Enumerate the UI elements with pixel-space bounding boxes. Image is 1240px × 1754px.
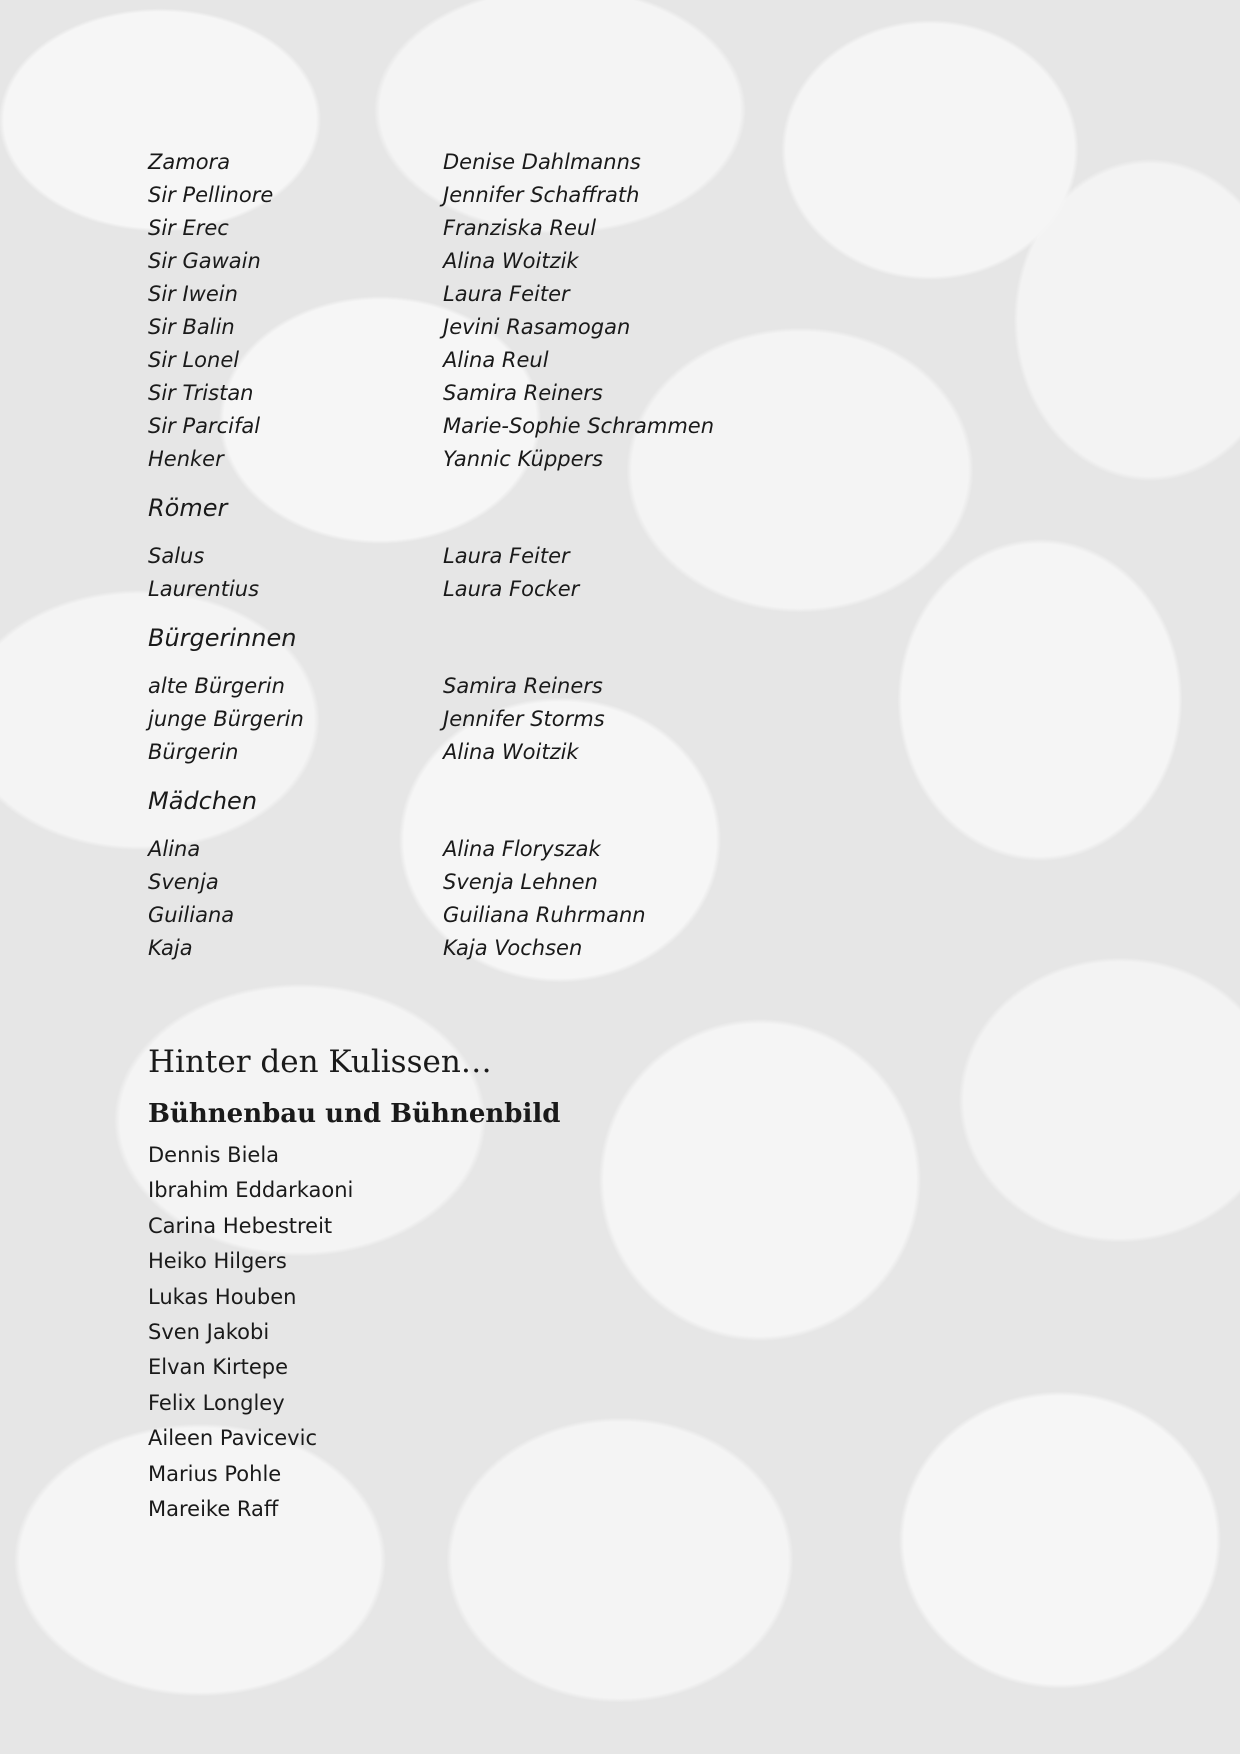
cast-group	[148, 783, 868, 965]
cast-row	[148, 736, 868, 769]
group-title: Römer	[148, 494, 228, 522]
actor-name: Jennifer Storms	[443, 707, 605, 731]
role-name: alte Bürgerin	[148, 674, 285, 698]
crew-member: Ibrahim Eddarkaoni	[148, 1178, 354, 1203]
role-name: Kaja	[148, 936, 193, 960]
crew-member: Felix Longley	[148, 1390, 285, 1415]
crew-member: Heiko Hilgers	[148, 1249, 287, 1274]
crew-member: Elvan Kirtepe	[148, 1355, 289, 1380]
cast-row	[148, 670, 868, 703]
cast-row	[148, 146, 868, 179]
crew-member: Dennis Biela	[148, 1143, 280, 1167]
cast-row	[148, 410, 868, 443]
actor-name: Samira Reiners	[443, 674, 603, 698]
crew-member: Carina Hebestreit	[148, 1213, 333, 1238]
cast-row	[148, 278, 868, 311]
cast-row	[148, 443, 868, 476]
cast-list	[148, 146, 868, 965]
cast-row	[148, 540, 868, 573]
cast-row	[148, 212, 868, 245]
subsection-title: Bühnenbau und Bühnenbild	[148, 1099, 561, 1129]
role-name: Sir Balin	[148, 315, 235, 339]
actor-name: Samira Reiners	[443, 381, 603, 405]
crew-list	[148, 1138, 948, 1527]
cast-row	[148, 866, 868, 899]
behind-the-scenes-section	[148, 1038, 948, 1527]
actor-name: Alina Woitzik	[443, 249, 579, 273]
cast-group	[148, 620, 868, 769]
actor-name: Laura Feiter	[443, 282, 570, 306]
role-name: Sir Parcifal	[148, 414, 261, 438]
role-name: Alina	[148, 837, 201, 861]
role-name: Svenja	[148, 870, 219, 894]
actor-name: Svenja Lehnen	[443, 870, 598, 894]
cast-row	[148, 245, 868, 278]
cast-group	[148, 146, 868, 476]
actor-name: Alina Woitzik	[443, 740, 579, 764]
role-name: Guiliana	[148, 903, 235, 927]
actor-name: Laura Focker	[443, 577, 580, 601]
role-name: Sir Lonel	[148, 348, 240, 372]
role-name: Salus	[148, 544, 205, 568]
cast-row	[148, 833, 868, 866]
cast-row	[148, 377, 868, 410]
actor-name: Marie-Sophie Schrammen	[443, 414, 715, 438]
cast-row	[148, 573, 868, 606]
cast-row	[148, 311, 868, 344]
actor-name: Alina Floryszak	[443, 837, 601, 861]
group-title: Bürgerinnen	[148, 624, 297, 652]
cast-row	[148, 344, 868, 377]
cast-row	[148, 179, 868, 212]
role-name: Sir Erec	[148, 216, 229, 240]
crew-member: Lukas Houben	[148, 1284, 297, 1309]
actor-name: Laura Feiter	[443, 544, 570, 568]
actor-name: Franziska Reul	[443, 216, 597, 240]
role-name: Bürgerin	[148, 740, 239, 764]
crew-member: Marius Pohle	[148, 1461, 282, 1486]
actor-name: Alina Reul	[443, 348, 549, 372]
actor-name: Kaja Vochsen	[443, 936, 583, 960]
role-name: Henker	[148, 447, 224, 471]
cast-group	[148, 490, 868, 606]
role-name: Laurentius	[148, 577, 260, 601]
actor-name: Yannic Küppers	[443, 447, 604, 471]
role-name: Zamora	[148, 150, 231, 174]
crew-member: Sven Jakobi	[148, 1319, 270, 1344]
section-title: Hinter den Kulissen…	[148, 1044, 492, 1080]
cast-row	[148, 899, 868, 932]
actor-name: Jennifer Schaffrath	[443, 183, 640, 207]
actor-name: Guiliana Ruhrmann	[443, 903, 646, 927]
role-name: junge Bürgerin	[148, 707, 304, 731]
role-name: Sir Gawain	[148, 249, 261, 273]
crew-member: Aileen Pavicevic	[148, 1426, 317, 1451]
cast-row	[148, 932, 868, 965]
crew-member: Mareike Raff	[148, 1496, 279, 1521]
actor-name: Jevini Rasamogan	[443, 315, 631, 339]
role-name: Sir Tristan	[148, 381, 254, 405]
role-name: Sir Iwein	[148, 282, 238, 306]
group-title: Mädchen	[148, 787, 258, 815]
actor-name: Denise Dahlmanns	[443, 150, 641, 174]
cast-row	[148, 703, 868, 736]
role-name: Sir Pellinore	[148, 183, 274, 207]
